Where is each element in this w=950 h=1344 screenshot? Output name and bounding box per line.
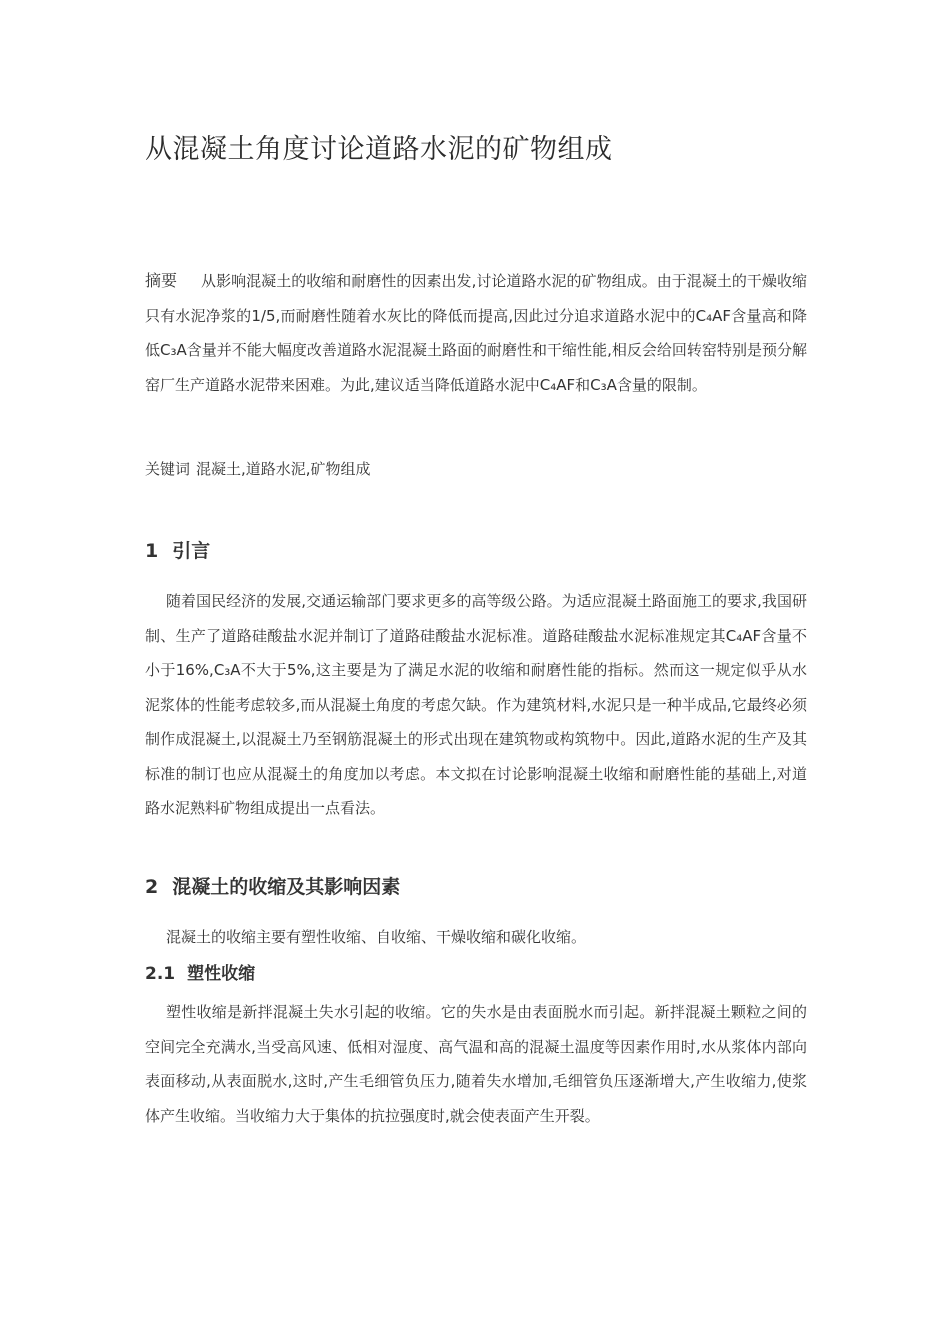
section-1-paragraph: 随着国民经济的发展,交通运输部门要求更多的高等级公路。为适应混凝土路面施工的要求,我国研制、生产了道路硅酸盐水泥并制订了道路硅酸盐水泥标准。道路硅酸盐水泥标准规定其C₄AF含量不小于16%,C₃A不大于5%,这主要是为了满足水泥的收缩和耐磨性能的指标。然而这一规定似乎从水泥浆体的性能考虑较多,而从混凝土角度的考虑欠缺。作为建筑材料,水泥只是一种半成品,它最终必须制作成混凝土,以混凝土乃至钢筋混凝土的形式出现在建筑物或构筑物中。因此,道路水泥的生产及其标准的制订也应从混凝土的角度加以考虑。本文拟在讨论影响混凝土收缩和耐磨性能的基础上,对道路水泥熟料矿物组成提出一点看法。 [145, 592, 807, 817]
document-title: 从混凝土角度讨论道路水泥的矿物组成 [145, 134, 613, 165]
subsection-title: 塑性收缩 [187, 964, 256, 984]
abstract-paragraph [145, 264, 807, 402]
section-title: 引言 [172, 540, 211, 562]
section-heading-2 [145, 872, 400, 902]
subsection-number: 2.1 [145, 964, 176, 984]
abstract-label: 摘要 [145, 271, 178, 290]
section-2-paragraph: 混凝土的收缩主要有塑性收缩、自收缩、干燥收缩和碳化收缩。 [166, 928, 587, 946]
keywords-label: 关键词 [145, 460, 191, 478]
keywords-text: 混凝土,道路水泥,矿物组成 [196, 460, 371, 478]
section-number: 2 [145, 876, 159, 898]
subsection-2-1-paragraph: 塑性收缩是新拌混凝土失水引起的收缩。它的失水是由表面脱水而引起。新拌混凝土颗粒之间的空间完全充满水,当受高风速、低相对湿度、高气温和高的混凝土温度等因素作用时,水从浆体内部向表面移动,从表面脱水,这时,产生毛细管负压力,随着失水增加,毛细管负压逐渐增大,产生收缩力,使浆体产生收缩。当收缩力大于集体的抗拉强度时,就会使表面产生开裂。 [145, 1003, 807, 1125]
subsection-heading-2-1 [145, 960, 255, 988]
section-heading-1 [145, 536, 210, 566]
keywords-line [145, 452, 807, 487]
abstract-text: 从影响混凝土的收缩和耐磨性的因素出发,讨论道路水泥的矿物组成。由于混凝土的干燥收缩只有水泥净浆的1/5,而耐磨性随着水灰比的降低而提高,因此过分追求道路水泥中的C₄AF含量高和降低C₃A含量并不能大幅度改善道路水泥混凝土路面的耐磨性和干缩性能,相反会给回转窑特别是预分解窑厂生产道路水泥带来困难。为此,建议适当降低道路水泥中C₄AF和C₃A含量的限制。 [145, 272, 807, 394]
section-title: 混凝土的收缩及其影响因素 [172, 876, 401, 898]
section-number: 1 [145, 540, 159, 562]
